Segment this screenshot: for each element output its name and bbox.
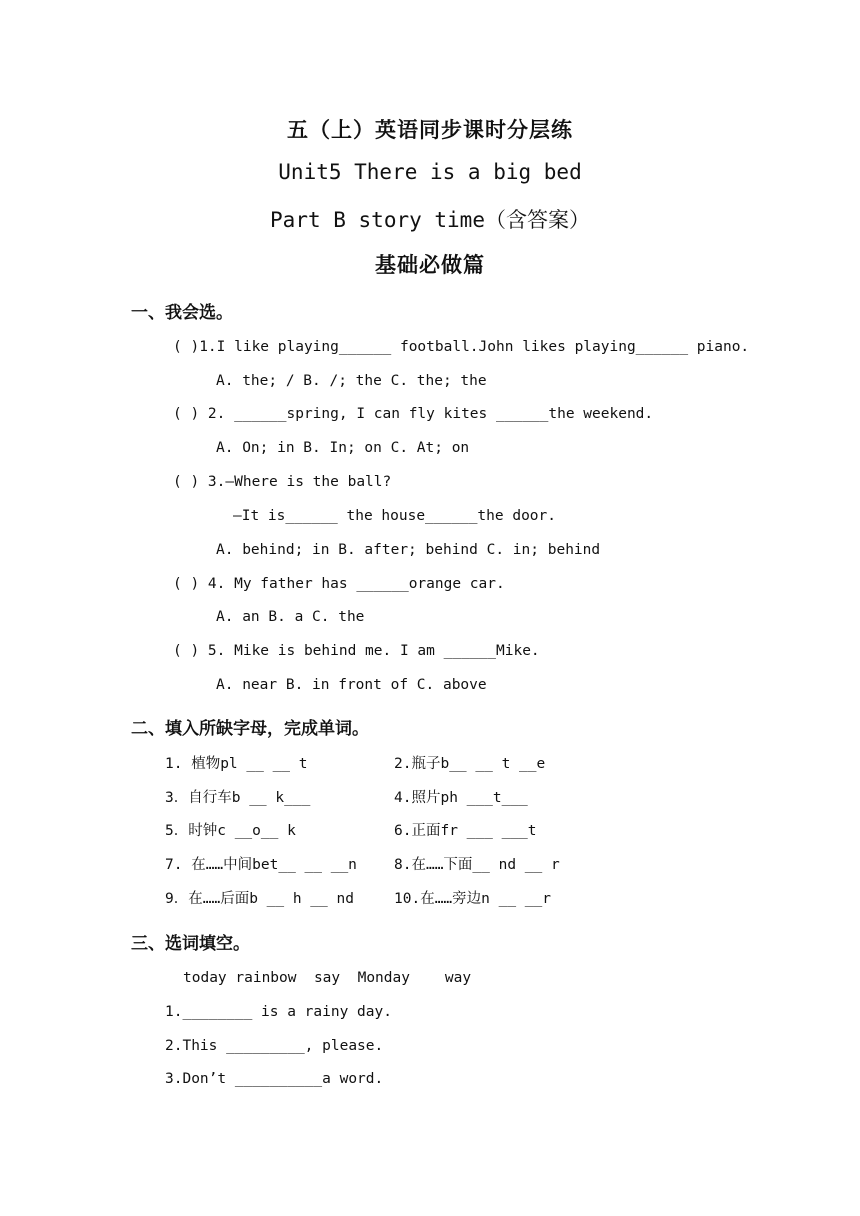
word-bank: today rainbow say Monday way [183,970,472,986]
question-5: ( ) 5. Mike is behind me. I am ______Mike. [173,643,540,659]
word-item: 4.照片ph ___t___ [394,790,528,806]
question-1: ( )1.I like playing______ football.John likes playing______ piano. [173,339,750,355]
question-1-options: A. the; / B. /; the C. the; the [216,373,487,389]
fill-item-2: 2.This _________, please. [165,1038,384,1054]
worksheet-title: 五（上）英语同步课时分层练 [287,118,573,142]
question-2: ( ) 2. ______spring, I can fly kites ______the weekend. [173,406,654,422]
word-item: 2.瓶子b__ __ t __e [394,756,546,772]
section3-heading: 三、选词填空。 [131,934,250,954]
word-item: 1. 植物pl __ __ t [165,756,308,772]
section2-heading: 二、填入所缺字母，完成单词。 [131,719,369,739]
word-item: 8.在……下面__ nd __ r [394,857,560,873]
question-3-options: A. behind; in B. after; behind C. in; behind [216,542,601,558]
word-item: 10.在……旁边n __ __r [394,891,551,907]
fill-item-3: 3.Don’t __________a word. [165,1071,384,1087]
question-3-sub: —It is______ the house______the door. [233,508,557,524]
fill-item-1: 1.________ is a rainy day. [165,1004,392,1020]
word-item: 7. 在……中间bet__ __ __n [165,857,357,873]
part-title: Part B story time（含答案） [270,208,590,232]
word-item: 9．在……后面b __ h __ nd [165,891,354,907]
question-4-options: A. an B. a C. the [216,609,365,625]
question-2-options: A. On; in B. In; on C. At; on [216,440,470,456]
question-4: ( ) 4. My father has ______orange car. [173,576,505,592]
word-item: 5．时钟c __o__ k [165,823,296,839]
level-title: 基础必做篇 [375,253,485,277]
question-3: ( ) 3.—Where is the ball? [173,474,392,490]
word-item: 6.正面fr ___ ___t [394,823,537,839]
question-5-options: A. near B. in front of C. above [216,677,487,693]
section1-heading: 一、我会选。 [131,303,233,323]
word-item: 3．自行车b __ k___ [165,790,311,806]
unit-title: Unit5 There is a big bed [278,160,582,184]
